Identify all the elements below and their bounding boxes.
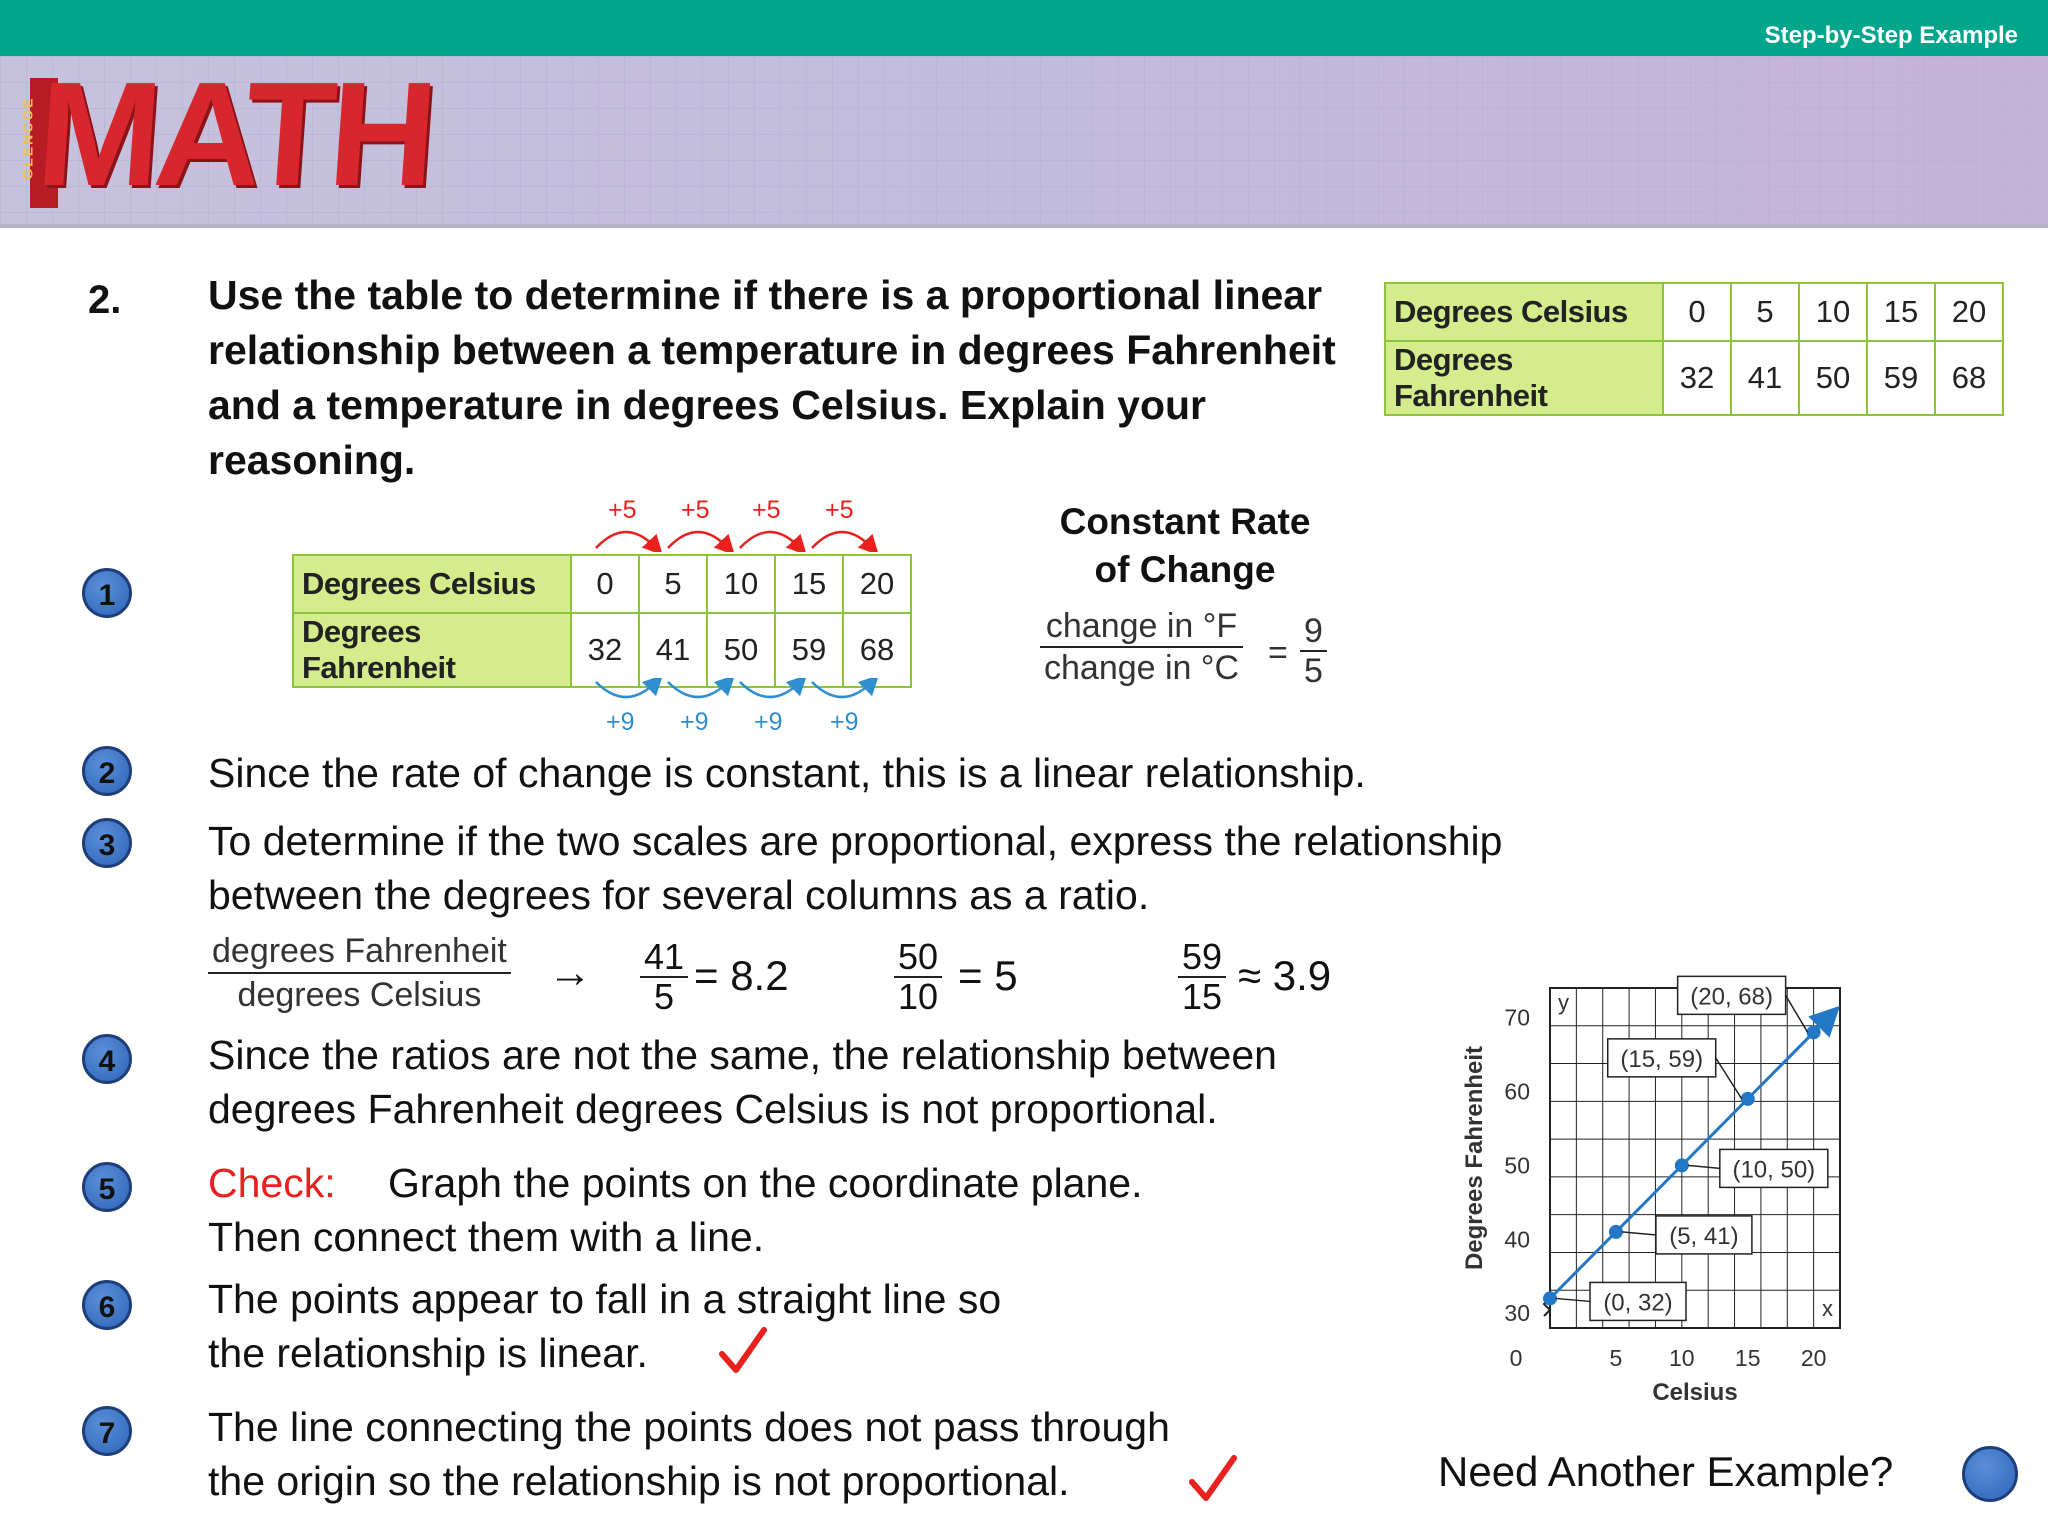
rate-fraction — [1040, 606, 1243, 688]
y-tick-label: 70 — [1504, 1004, 1530, 1031]
fahrenheit-cell: 41 — [1731, 341, 1799, 415]
rate-equals: = — [1268, 634, 1288, 672]
ratio-2-result: = 5 — [958, 952, 1018, 999]
point-callout-pointer — [1688, 1165, 1720, 1168]
point-label: (5, 41) — [1669, 1222, 1739, 1250]
rate-value — [1300, 612, 1327, 690]
row-label-fahrenheit: Degrees Fahrenheit — [1385, 341, 1663, 415]
data-table-step1 — [292, 554, 912, 688]
x-tick-label: 20 — [1800, 1345, 1827, 1371]
fahrenheit-cell: 59 — [1867, 341, 1935, 415]
point-callout-pointer — [1622, 1232, 1656, 1235]
ratio-label — [208, 930, 511, 1016]
increment-top: +5 — [825, 496, 854, 524]
checkmark-icon — [1188, 1454, 1238, 1504]
need-another-example-label[interactable]: Need Another Example? — [1438, 1448, 1894, 1495]
rate-numerator: change in °F — [1040, 606, 1243, 648]
ratio-1-num: 41 — [640, 938, 688, 978]
increment-arrows-bottom — [590, 678, 890, 710]
data-point — [1807, 1025, 1821, 1039]
y-tick-label: 40 — [1504, 1226, 1530, 1253]
y-tick-label: 30 — [1504, 1300, 1530, 1327]
ratio-arrow: → — [548, 948, 592, 997]
section-kicker: Step-by-Step Example — [1764, 22, 2018, 49]
increment-bottom: +9 — [606, 708, 635, 736]
ratio-3-result: ≈ 3.9 — [1238, 952, 1332, 999]
ratio-2-den: 10 — [898, 976, 939, 1017]
fahrenheit-cell: 50 — [707, 613, 775, 687]
step-5-text-1: Graph the points on the coordinate plane. — [388, 1160, 1143, 1206]
celsius-cell: 5 — [1731, 283, 1799, 341]
y-axis-label: Degrees Fahrenheit — [1461, 1045, 1488, 1271]
coordinate-graph — [1440, 970, 1940, 1440]
step-6-text-2: the relationship is linear. — [208, 1330, 648, 1376]
step-4-button[interactable]: 4 — [82, 1034, 132, 1084]
fahrenheit-cell: 68 — [843, 613, 911, 687]
rate-title — [1000, 498, 1370, 594]
increment-bottom: +9 — [830, 708, 859, 736]
ratio-2 — [894, 938, 942, 1016]
step-5-text-2: Then connect them with a line. — [208, 1214, 765, 1260]
ratio-1-den: 5 — [654, 976, 675, 1017]
point-label: (0, 32) — [1603, 1289, 1673, 1317]
step-3-text-2: between the degrees for several columns as a ratio. — [208, 872, 1150, 918]
logo-word: MATH — [32, 52, 437, 217]
x-tick-label: 0 — [1509, 1345, 1523, 1371]
point-label: (20, 68) — [1690, 983, 1773, 1011]
point-label: (10, 50) — [1732, 1156, 1816, 1184]
step-4-text-1: Since the ratios are not the same, the relationship between — [208, 1032, 1277, 1078]
check-label: Check: — [208, 1160, 336, 1206]
rate-value-den: 5 — [1304, 652, 1323, 690]
step-3-text-1: To determine if the two scales are proportional, express the relationship — [208, 818, 1503, 864]
row-label-fahrenheit: Degrees Fahrenheit — [293, 613, 571, 687]
ratio-3 — [1178, 938, 1226, 1016]
step-2-button[interactable]: 2 — [82, 746, 132, 796]
y-tick-label: 60 — [1504, 1078, 1530, 1105]
increment-top: +5 — [752, 496, 781, 524]
math-logo — [19, 52, 437, 220]
need-another-example-button[interactable] — [1962, 1446, 2018, 1502]
increment-arrows-top — [590, 516, 890, 552]
x-tick-label: 15 — [1734, 1345, 1761, 1371]
data-point — [1741, 1092, 1755, 1106]
ratio-3-den: 15 — [1182, 976, 1223, 1017]
ratio-label-den: degrees Celsius — [237, 976, 482, 1014]
y-tick-label: 50 — [1504, 1152, 1530, 1179]
data-point — [1609, 1225, 1623, 1239]
row-label-celsius: Degrees Celsius — [1385, 283, 1663, 341]
ratio-1-result: = 8.2 — [694, 952, 789, 999]
celsius-cell: 10 — [1799, 283, 1867, 341]
step-6-text-1: The points appear to fall in a straight line so — [208, 1276, 1002, 1322]
ratio-3-num: 59 — [1178, 938, 1226, 978]
increment-bottom: +9 — [680, 708, 709, 736]
x-tick-label: 10 — [1669, 1345, 1695, 1371]
celsius-cell: 5 — [639, 555, 707, 613]
x-axis-letter: x — [1822, 1296, 1833, 1321]
step-2-text: Since the rate of change is constant, this is a linear relationship. — [208, 750, 1366, 796]
celsius-cell: 0 — [1663, 283, 1731, 341]
celsius-cell: 15 — [1867, 283, 1935, 341]
x-tick-label: 5 — [1609, 1345, 1623, 1371]
data-point — [1543, 1291, 1557, 1305]
problem-text: Use the table to determine if there is a proportional linear relationship between a temperature in degrees Fahrenheit and a temperature in degrees Celsius. Explain your reasoning. — [208, 272, 1336, 483]
fahrenheit-cell: 32 — [571, 613, 639, 687]
fahrenheit-cell: 41 — [639, 613, 707, 687]
celsius-cell: 20 — [1935, 283, 2003, 341]
increment-top: +5 — [608, 496, 637, 524]
fahrenheit-cell: 59 — [775, 613, 843, 687]
data-table-top — [1384, 282, 2004, 416]
ratio-1 — [640, 938, 688, 1016]
fahrenheit-cell: 32 — [1663, 341, 1731, 415]
celsius-cell: 20 — [843, 555, 911, 613]
step-4-text-2: degrees Fahrenheit degrees Celsius is not proportional. — [208, 1086, 1218, 1132]
logo-publisher: GLENCOE — [19, 96, 36, 180]
top-bar — [0, 0, 2048, 56]
x-axis-label: Celsius — [1652, 1379, 1738, 1406]
celsius-cell: 0 — [571, 555, 639, 613]
checkmark-icon — [718, 1326, 768, 1376]
data-point — [1675, 1158, 1689, 1172]
celsius-cell: 10 — [707, 555, 775, 613]
ratio-label-num: degrees Fahrenheit — [208, 930, 511, 974]
increment-top: +5 — [681, 496, 710, 524]
step-3-button[interactable]: 3 — [82, 818, 132, 868]
step-5-button[interactable]: 5 — [82, 1162, 132, 1212]
rate-title-line2: of Change — [1094, 549, 1276, 590]
point-label: (15, 59) — [1620, 1045, 1704, 1073]
step-1-button[interactable]: 1 — [82, 568, 132, 618]
point-callout-pointer — [1786, 995, 1808, 1032]
increment-bottom: +9 — [754, 708, 783, 736]
point-callout-pointer — [1556, 1298, 1590, 1301]
row-label-celsius: Degrees Celsius — [293, 555, 571, 613]
rate-denominator: change in °C — [1044, 649, 1240, 687]
rate-title-line1: Constant Rate — [1059, 501, 1311, 542]
y-axis-letter: y — [1558, 990, 1569, 1015]
step-7-button[interactable]: 7 — [82, 1406, 132, 1456]
step-7-text-1: The line connecting the points does not pass through — [208, 1404, 1170, 1450]
ratio-2-num: 50 — [894, 938, 942, 978]
step-7-text-2: the origin so the relationship is not proportional. — [208, 1458, 1070, 1504]
problem-number: 2. — [88, 278, 122, 322]
fahrenheit-cell: 50 — [1799, 341, 1867, 415]
fahrenheit-cell: 68 — [1935, 341, 2003, 415]
rate-value-num: 9 — [1300, 612, 1327, 652]
step-6-button[interactable]: 6 — [82, 1280, 132, 1330]
celsius-cell: 15 — [775, 555, 843, 613]
